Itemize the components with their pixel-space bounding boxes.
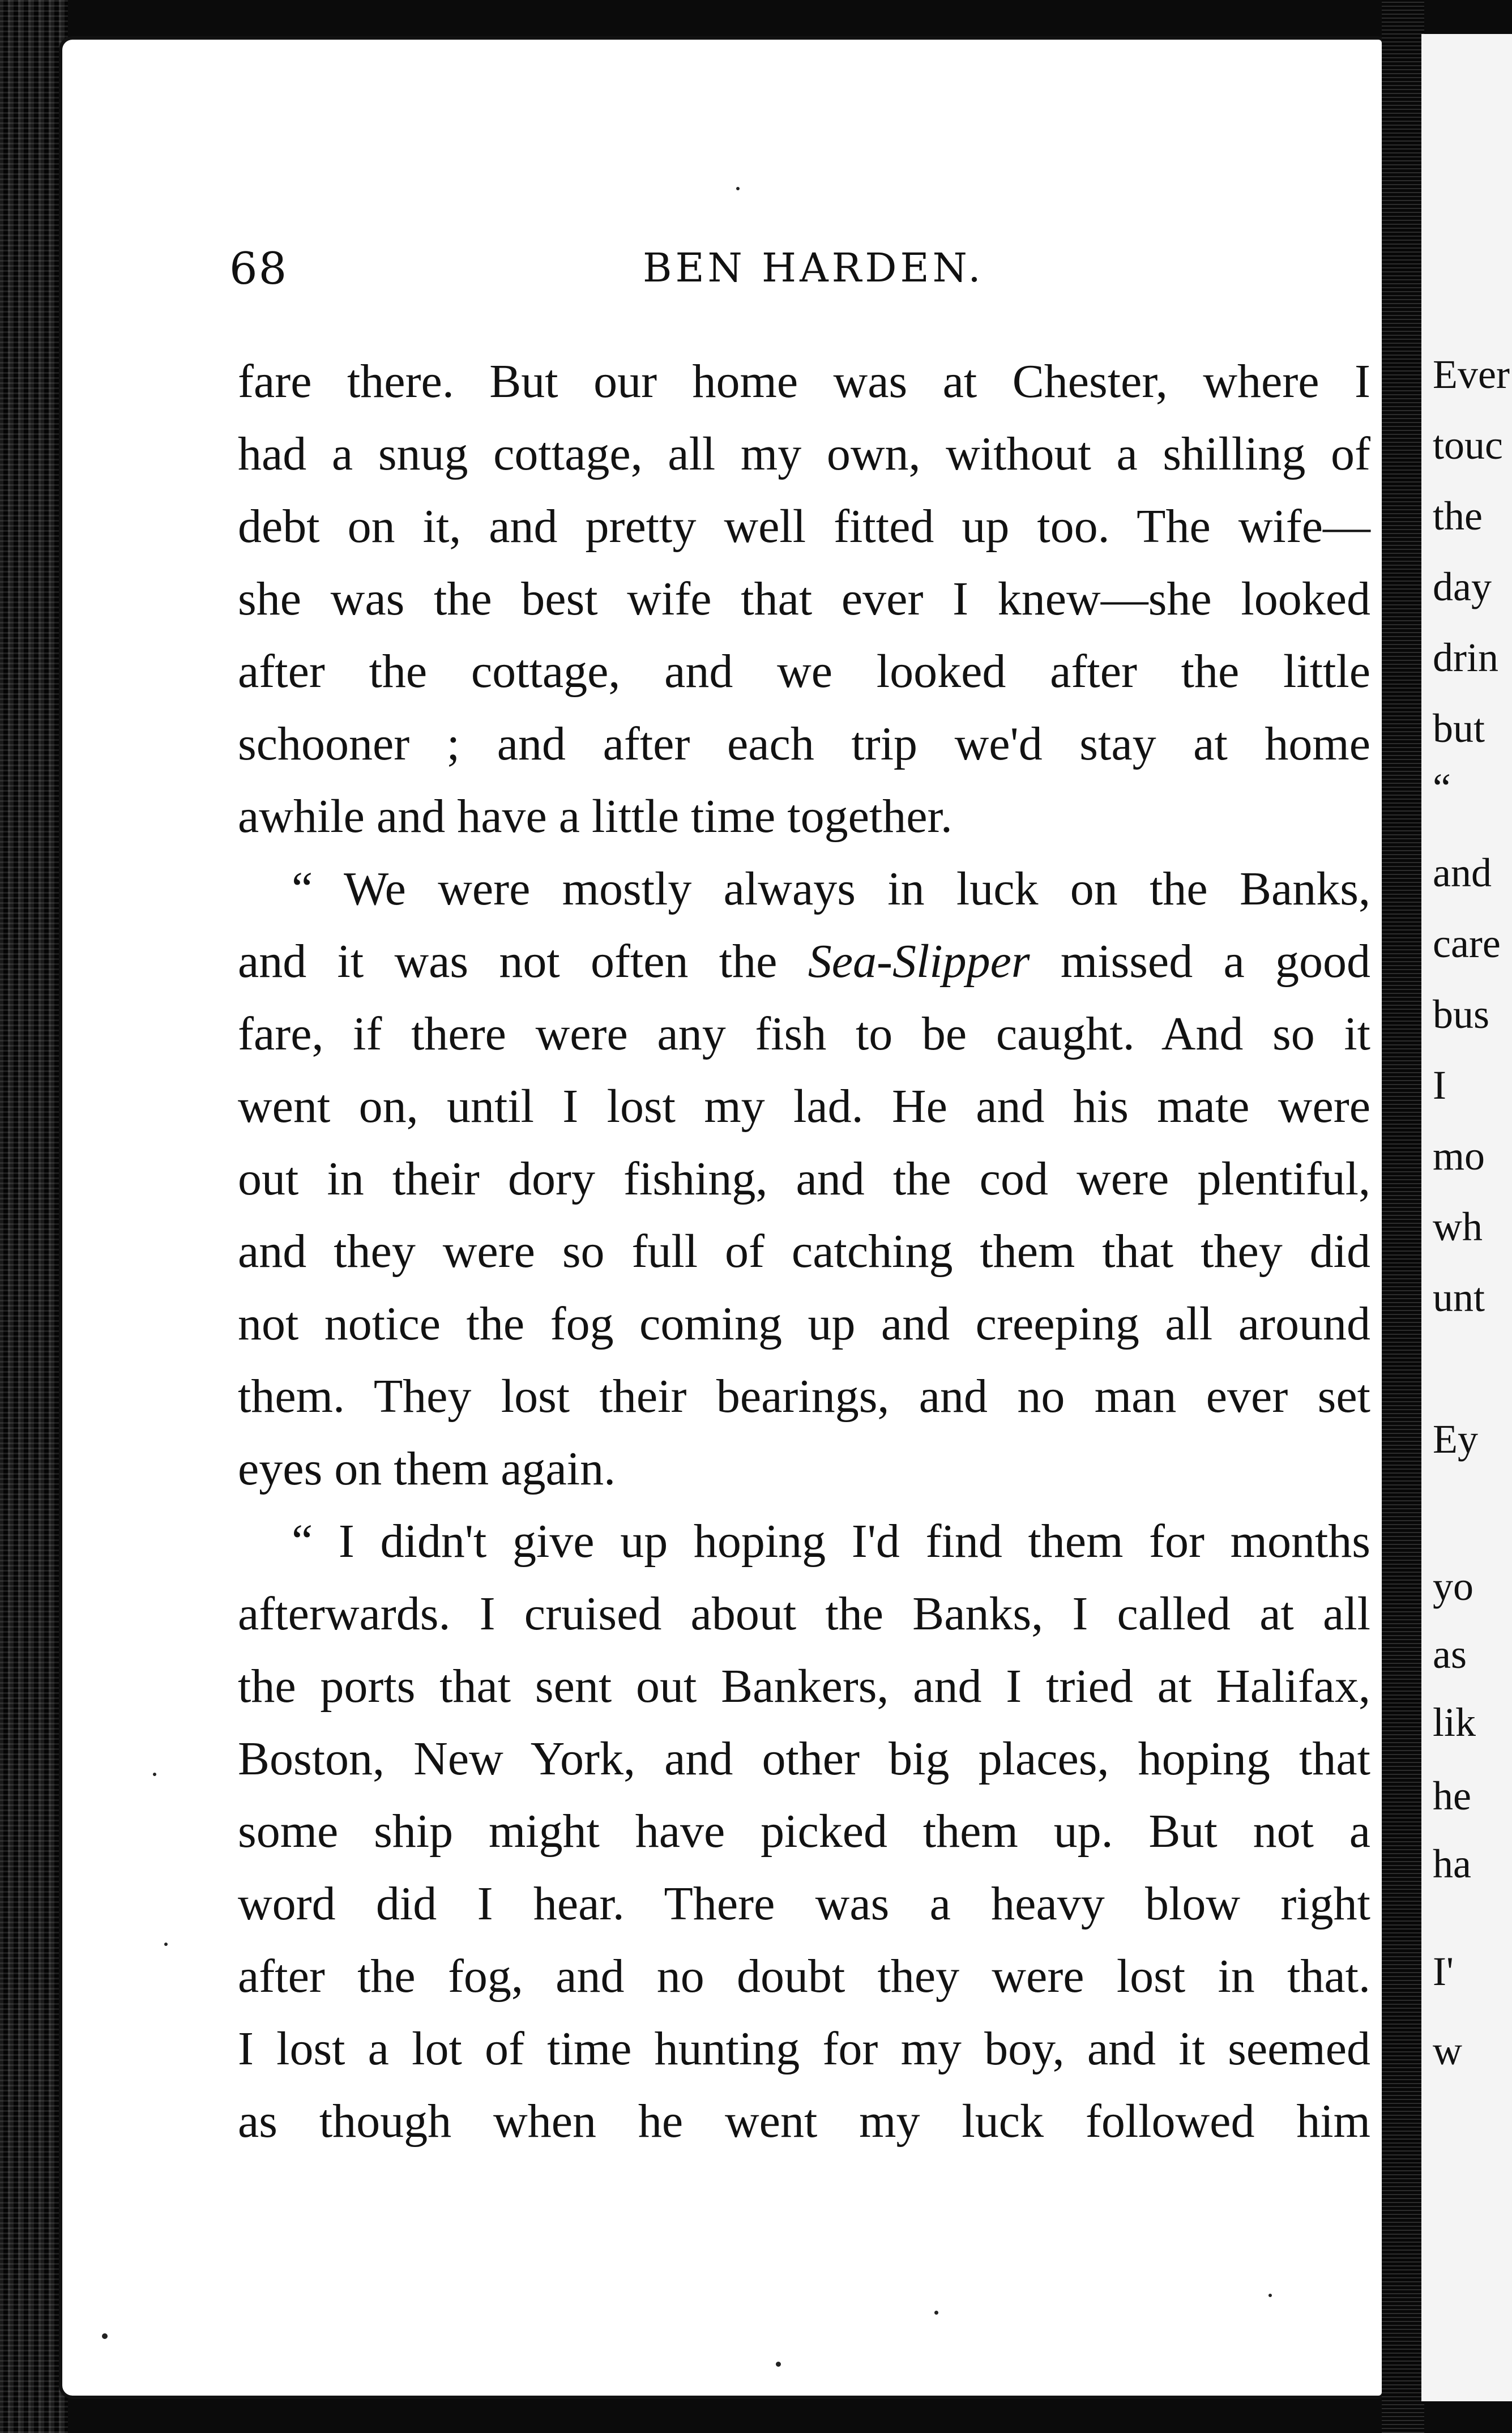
text-line: I lost a lot of time hunting for my boy, and it seemed	[238, 2022, 1370, 2075]
text-line: fare there. But our home was at Chester, where I	[238, 355, 1370, 408]
paragraph	[238, 853, 1370, 1505]
text-line: Boston, New York, and other big places, hoping that	[238, 1732, 1370, 1785]
text-line: fare, if there were any fish to be caught. And so it	[238, 1008, 1370, 1060]
text-line: afterwards. I cruised about the Banks, I called at all	[238, 1587, 1370, 1640]
adjacent-page-fragment: I	[1433, 1062, 1446, 1108]
adjacent-page-fragment: lik	[1433, 1700, 1476, 1745]
adjacent-page-fragment: ha	[1433, 1841, 1471, 1886]
text-line: she was the best wife that ever I knew—she looked	[238, 573, 1370, 625]
text-line: “ We were mostly always in luck on the Banks,	[292, 863, 1370, 915]
adjacent-page-fragment: but	[1433, 706, 1485, 751]
text-line: after the fog, and no doubt they were lost in that.	[238, 1950, 1370, 2003]
paragraph	[238, 345, 1370, 853]
scan-speck	[1268, 2294, 1272, 2297]
scan-speck	[153, 1773, 156, 1776]
body-text	[238, 345, 1370, 2158]
adjacent-page-fragment: Ey	[1433, 1416, 1478, 1462]
adjacent-page-fragment: the	[1433, 493, 1483, 539]
adjacent-page-fragment: Ever	[1433, 352, 1510, 397]
text-line: some ship might have picked them up. But not a	[238, 1805, 1370, 1858]
scan-speck	[934, 2311, 938, 2315]
adjacent-page-fragment: bus	[1433, 992, 1490, 1037]
text-line: and they were so full of catching them that they did	[238, 1225, 1370, 1278]
adjacent-page-fragment: and	[1433, 850, 1492, 895]
adjacent-page-fragment: mo	[1433, 1133, 1485, 1179]
scan-speck	[776, 2362, 781, 2367]
adjacent-page-fragment: unt	[1433, 1275, 1485, 1320]
adjacent-page-fragment: as	[1433, 1632, 1467, 1677]
adjacent-page-fragment: he	[1433, 1773, 1471, 1819]
adjacent-page-fragment: w	[1433, 2028, 1462, 2073]
text-line: debt on it, and pretty well fitted up too. The wife—	[238, 500, 1370, 553]
text-line: them. They lost their bearings, and no man ever set	[238, 1370, 1370, 1423]
adjacent-page-fragment: wh	[1433, 1204, 1483, 1249]
adjacent-page-fragment: “	[1433, 765, 1451, 810]
adjacent-page-fragment: day	[1433, 564, 1492, 609]
running-head	[229, 244, 1356, 306]
text-line: “ I didn't give up hoping I'd find them for months	[292, 1515, 1370, 1568]
adjacent-page-fragment: touc	[1433, 422, 1503, 468]
text-line: schooner ; and after each trip we'd stay at home	[238, 718, 1370, 770]
page-gutter	[1382, 0, 1424, 2433]
book-title: BEN HARDEN.	[643, 245, 984, 291]
adjacent-page-fragment: I'	[1433, 1949, 1454, 1994]
text-line: out in their dory fishing, and the cod were plentiful,	[238, 1153, 1370, 1205]
text-line: had a snug cottage, all my own, without a shilling of	[238, 428, 1370, 480]
adjacent-page-fragment: care	[1433, 921, 1501, 966]
text-line: not notice the fog coming up and creeping all around	[238, 1297, 1370, 1350]
binding-edge	[0, 0, 68, 2433]
text-line: word did I hear. There was a heavy blow right	[238, 1877, 1370, 1930]
scan-speck	[102, 2333, 108, 2339]
text-line: the ports that sent out Bankers, and I tried at Halifax,	[238, 1660, 1370, 1713]
text-line: after the cottage, and we looked after the little	[238, 645, 1370, 698]
text-line: went on, until I lost my lad. He and his mate were	[238, 1080, 1370, 1133]
paragraph	[238, 1505, 1370, 2158]
text-fragment: and it was not often the	[238, 935, 808, 988]
text-line	[238, 925, 1370, 998]
scan-speck	[736, 187, 740, 190]
adjacent-page-fragment: drin	[1433, 635, 1498, 680]
page-number: 68	[229, 244, 288, 294]
text-line: eyes on them again.	[238, 1442, 616, 1495]
text-line: as though when he went my luck followed him	[238, 2095, 1370, 2148]
adjacent-page-fragment: yo	[1433, 1564, 1473, 1609]
scan-speck	[164, 1943, 168, 1946]
text-fragment: missed a good	[1030, 935, 1371, 988]
text-line: awhile and have a little time together.	[238, 790, 953, 843]
ship-name: Sea-Slipper	[808, 935, 1030, 988]
